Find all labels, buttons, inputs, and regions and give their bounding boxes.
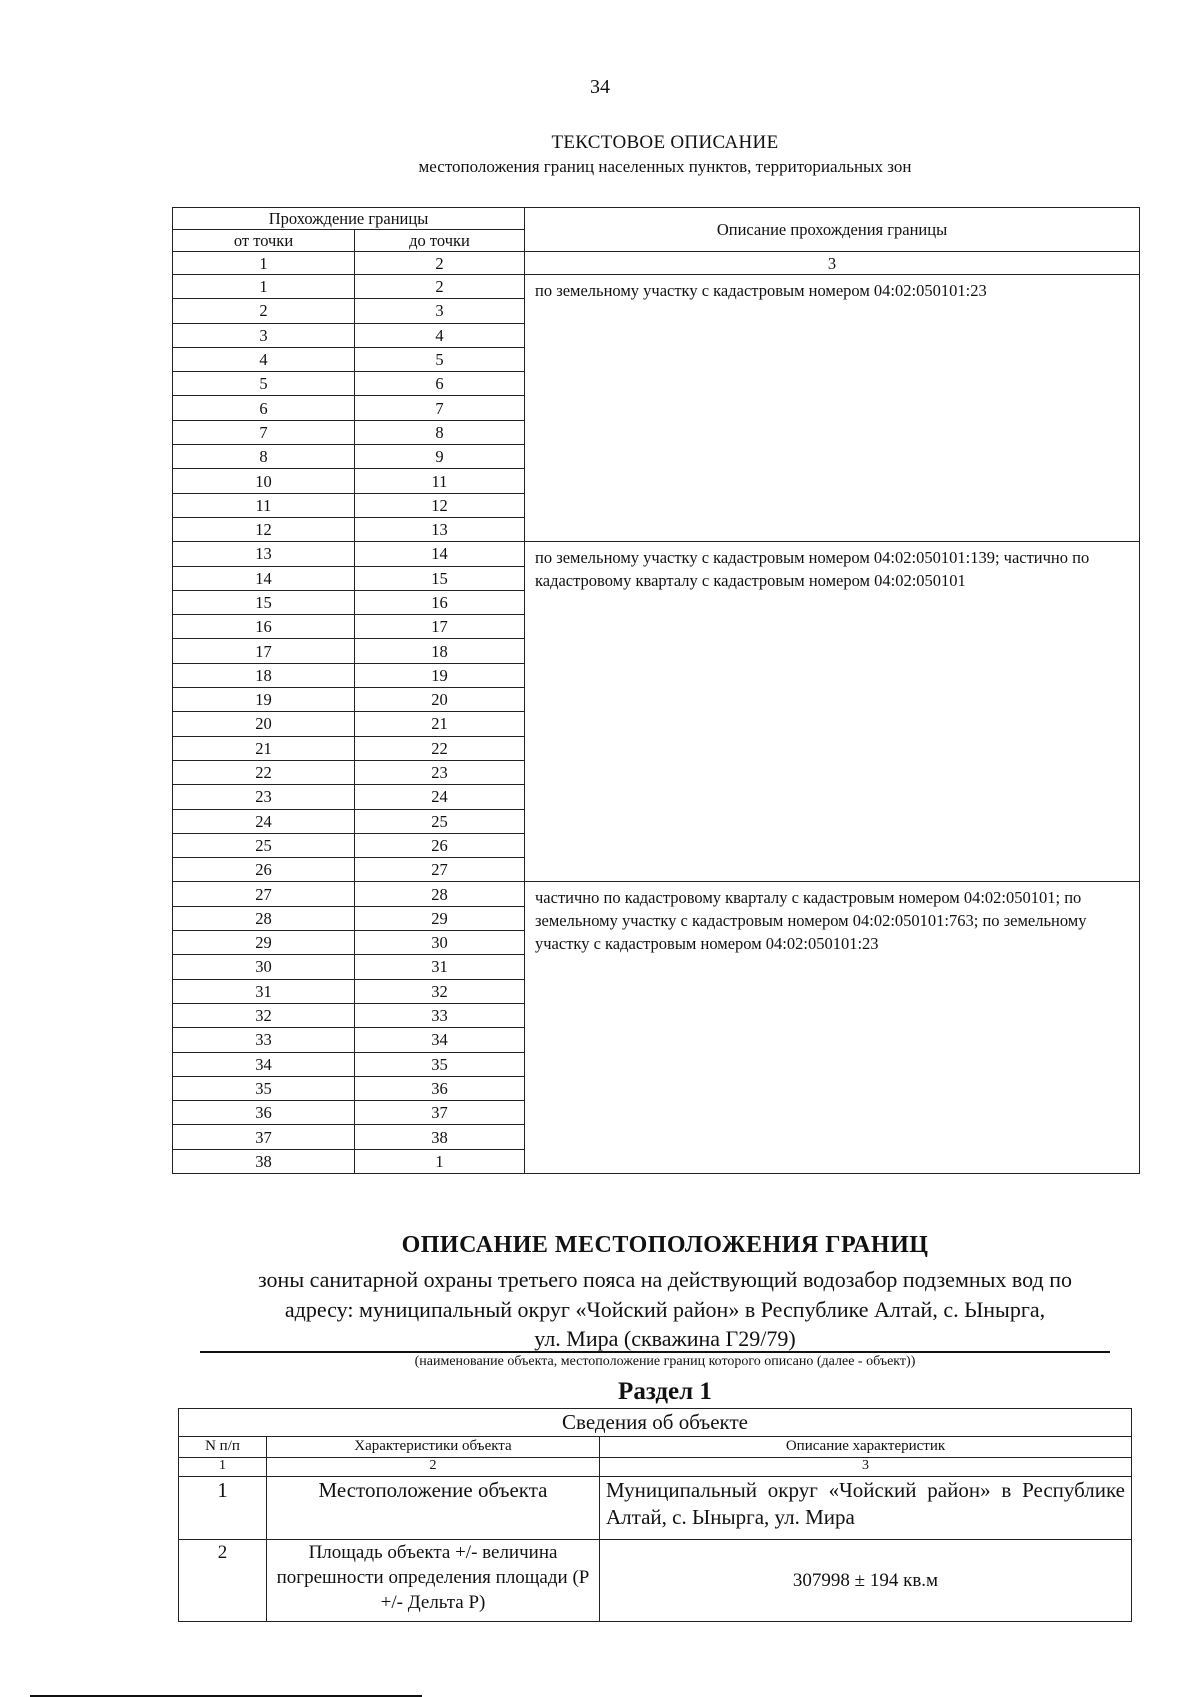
point-from: 2 (173, 299, 355, 323)
col-number-1: 1 (173, 252, 355, 275)
point-to: 6 (355, 372, 525, 396)
boundary-table (172, 207, 1140, 1174)
point-to: 18 (355, 639, 525, 663)
point-to: 17 (355, 615, 525, 639)
section-subtitle-line2: адресу: муниципальный округ «Чойский район» в Республике Алтай, с. Ынырга, (284, 1297, 1046, 1322)
text-description-subtitle: местоположения границ населенных пунктов, территориальных зон (418, 157, 912, 176)
point-from: 24 (173, 809, 355, 833)
point-from: 18 (173, 663, 355, 687)
boundary-description: по земельному участку с кадастровым номером 04:02:050101:139; частично по кадастровому кварталу с кадастровым номером 04:02:050101 (525, 542, 1140, 882)
point-from: 33 (173, 1028, 355, 1052)
table-row (173, 542, 1140, 566)
point-from: 38 (173, 1149, 355, 1173)
section-subtitle-line1: зоны санитарной охраны третьего пояса на действующий водозабор подземных вод по (258, 1267, 1072, 1292)
page-number: 34 (590, 76, 610, 98)
point-to: 28 (355, 882, 525, 906)
point-from: 19 (173, 688, 355, 712)
point-to: 9 (355, 445, 525, 469)
point-to: 11 (355, 469, 525, 493)
underline-rule (200, 1351, 1110, 1353)
point-to: 14 (355, 542, 525, 566)
point-from: 4 (173, 347, 355, 371)
section-note: (наименование объекта, местоположение границ которого описано (далее - объект)) (414, 1354, 916, 1369)
point-from: 5 (173, 372, 355, 396)
point-to: 25 (355, 809, 525, 833)
text-description-title: ТЕКСТОВОЕ ОПИСАНИЕ (551, 132, 779, 153)
point-to: 5 (355, 347, 525, 371)
table-row (173, 882, 1140, 906)
point-to: 30 (355, 931, 525, 955)
object-table-caption: Сведения об объекте (179, 1409, 1132, 1437)
point-from: 20 (173, 712, 355, 736)
point-from: 29 (173, 931, 355, 955)
point-from: 35 (173, 1076, 355, 1100)
point-from: 8 (173, 445, 355, 469)
object-row-1-n: 1 (179, 1477, 267, 1540)
point-from: 17 (173, 639, 355, 663)
point-to: 3 (355, 299, 525, 323)
point-to: 16 (355, 590, 525, 614)
point-from: 10 (173, 469, 355, 493)
point-to: 26 (355, 833, 525, 857)
header-pass: Прохождение границы (173, 208, 525, 230)
point-from: 14 (173, 566, 355, 590)
object-row-2-desc: 307998 ± 194 кв.м (600, 1540, 1132, 1622)
point-from: 12 (173, 517, 355, 541)
point-from: 6 (173, 396, 355, 420)
point-to: 31 (355, 955, 525, 979)
point-from: 30 (173, 955, 355, 979)
point-to: 38 (355, 1125, 525, 1149)
part-title: Раздел 1 (618, 1378, 712, 1405)
point-to: 2 (355, 275, 525, 299)
object-row-1-char: Местоположение объекта (267, 1477, 600, 1540)
boundary-description: по земельному участку с кадастровым номером 04:02:050101:23 (525, 275, 1140, 542)
point-to: 27 (355, 858, 525, 882)
point-to: 7 (355, 396, 525, 420)
point-from: 27 (173, 882, 355, 906)
point-to: 37 (355, 1101, 525, 1125)
point-from: 28 (173, 906, 355, 930)
point-to: 22 (355, 736, 525, 760)
col-number-3: 3 (525, 252, 1140, 275)
point-to: 4 (355, 323, 525, 347)
point-from: 3 (173, 323, 355, 347)
section-title: ОПИСАНИЕ МЕСТОПОЛОЖЕНИЯ ГРАНИЦ (401, 1232, 929, 1258)
point-to: 19 (355, 663, 525, 687)
header-to: до точки (355, 230, 525, 252)
object-row-1-desc: Муниципальный округ «Чойский район» в Республике Алтай, с. Ынырга, ул. Мира (600, 1477, 1132, 1540)
point-from: 25 (173, 833, 355, 857)
point-to: 34 (355, 1028, 525, 1052)
header-from: от точки (173, 230, 355, 252)
point-from: 1 (173, 275, 355, 299)
boundary-description: частично по кадастровому кварталу с кадастровым номером 04:02:050101; по земельному участку с кадастровым номером 04:02:050101:763; по земельному участку с кадастровым номером 04:02:050101:23 (525, 882, 1140, 1174)
object-num-3: 3 (600, 1458, 1132, 1477)
point-from: 37 (173, 1125, 355, 1149)
point-to: 23 (355, 760, 525, 784)
point-from: 32 (173, 1003, 355, 1027)
point-from: 15 (173, 590, 355, 614)
point-from: 22 (173, 760, 355, 784)
point-to: 8 (355, 420, 525, 444)
point-from: 11 (173, 493, 355, 517)
point-to: 32 (355, 979, 525, 1003)
point-to: 1 (355, 1149, 525, 1173)
point-from: 26 (173, 858, 355, 882)
point-to: 36 (355, 1076, 525, 1100)
point-to: 21 (355, 712, 525, 736)
point-to: 15 (355, 566, 525, 590)
point-from: 16 (173, 615, 355, 639)
point-to: 29 (355, 906, 525, 930)
point-to: 12 (355, 493, 525, 517)
col-number-2: 2 (355, 252, 525, 275)
section-subtitle-line3: ул. Мира (скважина Г29/79) (534, 1326, 796, 1351)
point-from: 13 (173, 542, 355, 566)
header-desc: Описание прохождения границы (525, 208, 1140, 252)
point-to: 24 (355, 785, 525, 809)
point-from: 31 (173, 979, 355, 1003)
point-from: 23 (173, 785, 355, 809)
object-row-2-char: Площадь объекта +/- величина погрешности определения площади (Р +/- Дельта Р) (267, 1540, 600, 1622)
object-col-char: Характеристики объекта (267, 1437, 600, 1458)
point-from: 21 (173, 736, 355, 760)
object-num-1: 1 (179, 1458, 267, 1477)
point-from: 36 (173, 1101, 355, 1125)
table-row (173, 275, 1140, 299)
object-row-2-n: 2 (179, 1540, 267, 1622)
object-col-num: N п/п (179, 1437, 267, 1458)
point-to: 20 (355, 688, 525, 712)
object-num-2: 2 (267, 1458, 600, 1477)
point-to: 33 (355, 1003, 525, 1027)
point-to: 35 (355, 1052, 525, 1076)
point-from: 7 (173, 420, 355, 444)
point-from: 34 (173, 1052, 355, 1076)
object-col-desc: Описание характеристик (600, 1437, 1132, 1458)
object-table (178, 1408, 1132, 1622)
point-to: 13 (355, 517, 525, 541)
